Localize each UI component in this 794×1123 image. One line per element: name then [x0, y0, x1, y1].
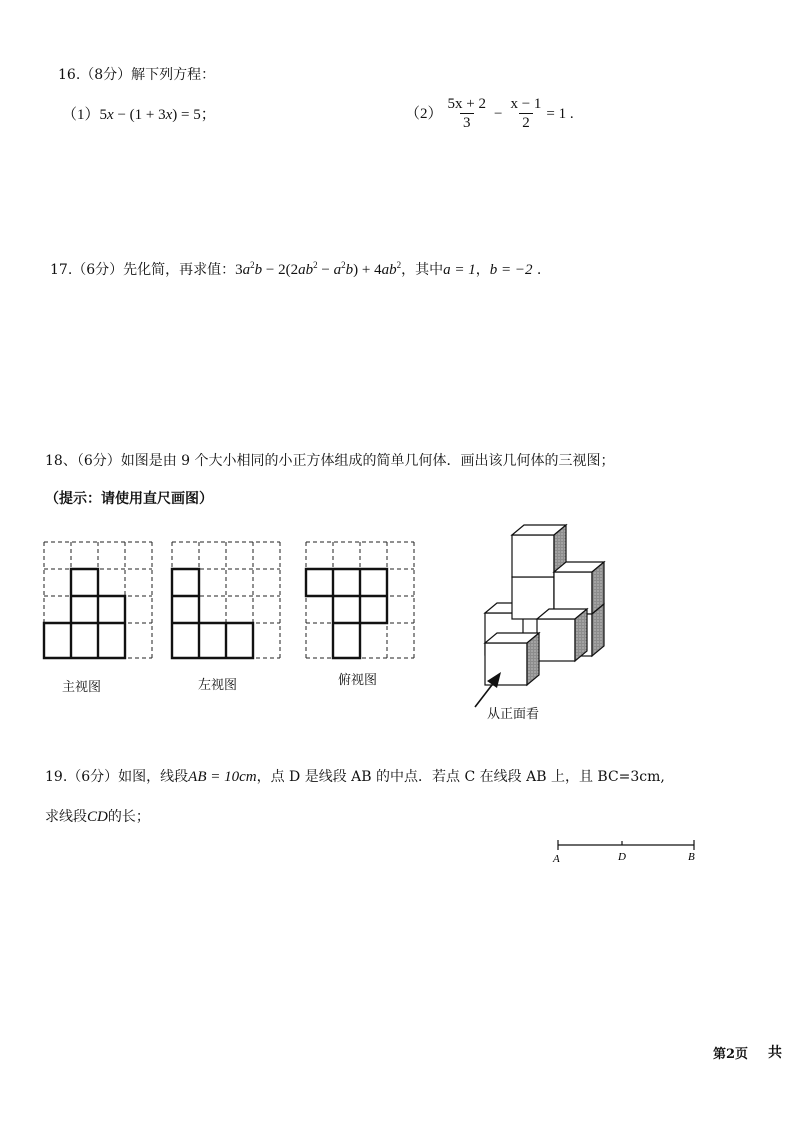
q19-heading: 19.（6分）如图，线段 [45, 769, 189, 785]
front-view-label: 主视图 [62, 680, 102, 695]
page-number: 第2页 [713, 1047, 749, 1062]
q16-part2-fraction-2: $\frac{x - 1}{2}$ [510, 96, 542, 131]
q16-part1 [62, 106, 216, 124]
page-total-trail: 共 [768, 1045, 782, 1061]
q19-ab-length: AB = 10cm [188, 769, 257, 785]
q16-part2-label: （2） [405, 105, 443, 122]
q19-line1: 19.（6分）如图，线段AB = 10cm，点 D 是线段 AB 的中点．若点 C 在线段 AB 上，且 BC=3cm, [45, 769, 665, 785]
point-a-label: A [553, 853, 560, 865]
q17-heading: 17.（6分）先化简，再求值： [50, 262, 236, 278]
view-direction-caption: 从正面看 [487, 707, 540, 722]
q17-condition: ，其中 [401, 262, 444, 278]
left-view-grid [168, 538, 286, 664]
top-view-grid [302, 538, 420, 664]
q17-line: 17.（6分）先化简，再求值：$3a^2b - 2(2ab^2 - a^2b) + 4ab^2$，其中a = 1，b = −2 . [50, 260, 542, 278]
cube-stack-figure [465, 515, 615, 720]
q19-line2: 求线段CD的长； [45, 809, 150, 825]
point-d-label: D [618, 851, 626, 863]
q17-b-value: b = −2 [489, 262, 533, 278]
q16-part1-equation: 5x − (1 + 3x) [99, 107, 178, 123]
q18-heading: 18、（6分）如图是由 9 个大小相同的小正方体组成的简单几何体．画出该几何体的三视图； [45, 453, 615, 469]
top-view-label: 俯视图 [338, 673, 378, 688]
q19-cd: CD [87, 809, 108, 825]
q16-part1-tail: = 5； [177, 107, 216, 123]
point-b-label: B [688, 851, 695, 863]
q17-a-value: a = 1 [443, 262, 476, 278]
q17-expression: $3a^2b - 2(2ab^2 - a^2b) + 4ab^2$ [235, 260, 402, 278]
q16-part2-tail: = 1 . [546, 105, 574, 122]
q16-heading: 16.（8分）解下列方程： [58, 67, 216, 83]
q16-part2-fraction-1: $\frac{5x + 2}{3}$ [447, 96, 486, 131]
q18-hint: （提示：请使用直尺画图） [45, 491, 213, 507]
q16-part1-label: （1） [62, 107, 100, 123]
left-view-label: 左视图 [198, 678, 238, 693]
q16-part2: （2） $\frac{5x + 2}{3}$ − $\frac{x - 1}{2}$ = 1 . [405, 96, 574, 131]
front-view-grid [40, 538, 158, 664]
segment-ab-figure [548, 835, 708, 869]
